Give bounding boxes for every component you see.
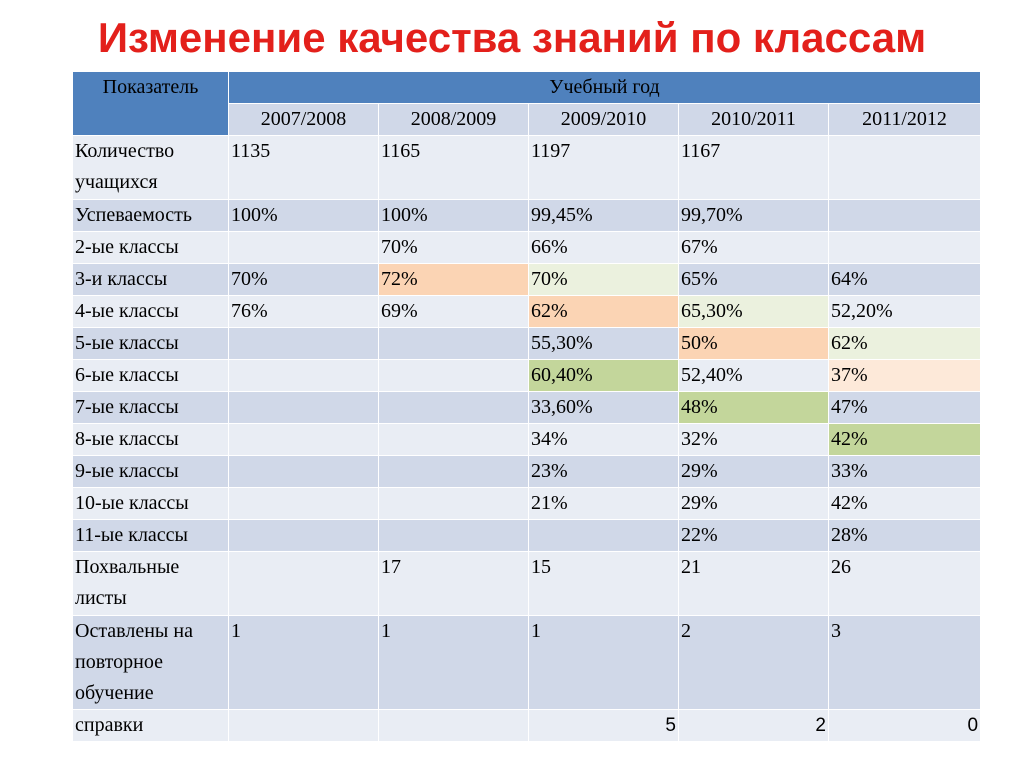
table-cell <box>829 136 981 200</box>
year-header: 2010/2011 <box>679 104 829 136</box>
row-label: 6-ые классы <box>73 360 229 392</box>
table-cell <box>379 710 529 742</box>
row-label: 5-ые классы <box>73 328 229 360</box>
table-cell: 26 <box>829 552 981 616</box>
row-label: 9-ые классы <box>73 456 229 488</box>
table-cell: 76% <box>229 296 379 328</box>
table-cell <box>229 710 379 742</box>
row-label: Оставлены на повторное обучение <box>73 616 229 710</box>
table-cell <box>379 456 529 488</box>
table-cell: 99,70% <box>679 200 829 232</box>
table-cell <box>229 232 379 264</box>
table-cell <box>379 328 529 360</box>
table-row <box>73 710 981 742</box>
table-row <box>73 200 981 232</box>
table-cell: 70% <box>529 264 679 296</box>
table-row <box>73 424 981 456</box>
table-cell <box>829 232 981 264</box>
table-cell <box>229 552 379 616</box>
table-cell <box>379 424 529 456</box>
table-row <box>73 456 981 488</box>
table-cell: 60,40% <box>529 360 679 392</box>
table-cell: 37% <box>829 360 981 392</box>
table-cell: 65% <box>679 264 829 296</box>
table-cell: 99,45% <box>529 200 679 232</box>
table-cell: 42% <box>829 488 981 520</box>
table-cell: 2 <box>679 710 829 742</box>
row-label: 4-ые классы <box>73 296 229 328</box>
row-label: справки <box>73 710 229 742</box>
table-cell: 48% <box>679 392 829 424</box>
row-label: 2-ые классы <box>73 232 229 264</box>
table-cell <box>829 200 981 232</box>
table-cell <box>229 424 379 456</box>
academic-year-header: Учебный год <box>229 72 981 104</box>
table-row <box>73 296 981 328</box>
table-cell: 50% <box>679 328 829 360</box>
table-cell: 0 <box>829 710 981 742</box>
table-cell: 72% <box>379 264 529 296</box>
table-cell: 1197 <box>529 136 679 200</box>
table-cell <box>229 360 379 392</box>
year-header: 2008/2009 <box>379 104 529 136</box>
table-cell: 70% <box>229 264 379 296</box>
table-cell: 1167 <box>679 136 829 200</box>
table-row <box>73 360 981 392</box>
table-row <box>73 232 981 264</box>
table-cell: 67% <box>679 232 829 264</box>
table-row <box>73 264 981 296</box>
page-title: Изменение качества знаний по классам <box>97 14 927 61</box>
table-cell: 33% <box>829 456 981 488</box>
table-cell <box>379 392 529 424</box>
table-cell: 17 <box>379 552 529 616</box>
table-cell: 1 <box>529 616 679 710</box>
table-cell <box>379 488 529 520</box>
row-label: 8-ые классы <box>73 424 229 456</box>
row-label: 3-и классы <box>73 264 229 296</box>
table-cell <box>229 456 379 488</box>
knowledge-quality-table <box>72 71 981 742</box>
table-cell: 21% <box>529 488 679 520</box>
table-cell: 21 <box>679 552 829 616</box>
table-cell: 47% <box>829 392 981 424</box>
table-row <box>73 328 981 360</box>
table-row <box>73 136 981 200</box>
table-cell: 22% <box>679 520 829 552</box>
row-label: Количество учащихся <box>73 136 229 200</box>
table-cell: 1165 <box>379 136 529 200</box>
table-cell: 3 <box>829 616 981 710</box>
table-cell: 34% <box>529 424 679 456</box>
table-cell: 52,20% <box>829 296 981 328</box>
indicator-header: Показатель <box>73 72 229 136</box>
year-header: 2011/2012 <box>829 104 981 136</box>
table-cell: 32% <box>679 424 829 456</box>
table-cell: 62% <box>829 328 981 360</box>
row-label: 11-ые классы <box>73 520 229 552</box>
table-cell <box>379 360 529 392</box>
table-cell: 70% <box>379 232 529 264</box>
table-row <box>73 392 981 424</box>
table-cell: 1 <box>229 616 379 710</box>
table-cell: 64% <box>829 264 981 296</box>
row-label: Похвальные листы <box>73 552 229 616</box>
table-cell: 29% <box>679 488 829 520</box>
table-cell: 62% <box>529 296 679 328</box>
table-cell <box>229 520 379 552</box>
table-cell: 65,30% <box>679 296 829 328</box>
row-label: 7-ые классы <box>73 392 229 424</box>
row-label: 10-ые классы <box>73 488 229 520</box>
table-cell: 55,30% <box>529 328 679 360</box>
table-cell: 28% <box>829 520 981 552</box>
year-header: 2007/2008 <box>229 104 379 136</box>
table-cell: 2 <box>679 616 829 710</box>
table-cell <box>229 328 379 360</box>
table-cell: 5 <box>529 710 679 742</box>
table-cell: 33,60% <box>529 392 679 424</box>
table-cell: 42% <box>829 424 981 456</box>
table-cell: 69% <box>379 296 529 328</box>
table-cell: 23% <box>529 456 679 488</box>
table-cell: 1 <box>379 616 529 710</box>
table-row <box>73 616 981 710</box>
table-cell: 1135 <box>229 136 379 200</box>
table-cell <box>529 520 679 552</box>
table-cell: 100% <box>379 200 529 232</box>
table-row <box>73 552 981 616</box>
table-cell <box>229 488 379 520</box>
table-cell: 29% <box>679 456 829 488</box>
table-cell: 66% <box>529 232 679 264</box>
year-header: 2009/2010 <box>529 104 679 136</box>
table-cell <box>229 392 379 424</box>
table-row <box>73 488 981 520</box>
table-cell: 100% <box>229 200 379 232</box>
table-cell: 52,40% <box>679 360 829 392</box>
table-cell <box>379 520 529 552</box>
row-label: Успеваемость <box>73 200 229 232</box>
table-cell: 15 <box>529 552 679 616</box>
table-row <box>73 520 981 552</box>
